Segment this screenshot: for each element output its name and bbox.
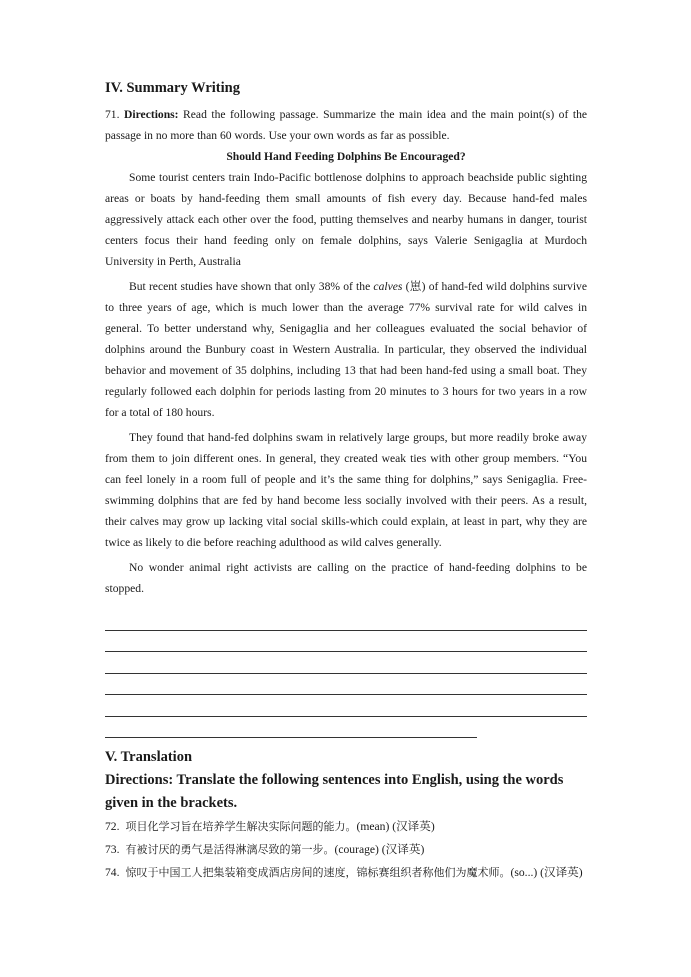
question-number: 71. <box>105 108 120 121</box>
section-heading-translation: V. Translation <box>105 749 193 765</box>
translation-directions: Directions: Translate the following sentences into English, using the words given in the brackets. <box>105 772 564 811</box>
item-hint: (mean) (汉译英) <box>356 820 435 833</box>
translation-item-73 <box>105 838 587 861</box>
answer-lines[interactable] <box>105 609 587 738</box>
item-sentence: 项目化学习旨在培养学生解决实际问题的能力。 <box>125 820 357 833</box>
passage-paragraph-3: They found that hand-fed dolphins swam in relatively large groups, but more readily broke away from them to join different ones. In general, they created weak ties with other group members. “You can feel lonely in a room full of people and it’s the same thing for dolphins,” says Senigaglia. Free-swimming dolphins that are fed by hand become less socially involved with their peers. As a result, their calves may grow up lacking vital social skills-which could explain, at least in part, why they are twice as likely to die before reaching adulthood as wild calves generally. <box>105 431 587 549</box>
item-hint: (so...) (汉译英) <box>510 866 583 879</box>
item-sentence: 有被讨厌的勇气是活得淋漓尽致的第一步。 <box>125 843 335 856</box>
item-sentence: 惊叹于中国工人把集装箱变成酒店房间的速度，锦标赛组织者称他们为魔术师。 <box>125 866 511 879</box>
translation-item-74 <box>105 861 587 884</box>
answer-line[interactable] <box>105 652 587 674</box>
word-calves: calves <box>373 280 403 293</box>
answer-line[interactable] <box>105 609 587 631</box>
translation-item-72 <box>105 815 587 838</box>
answer-line[interactable] <box>105 717 477 739</box>
worksheet-page <box>105 78 587 884</box>
item-number: 74. <box>105 866 120 879</box>
answer-line[interactable] <box>105 674 587 696</box>
answer-line[interactable] <box>105 631 587 653</box>
directions-text: Read the following passage. Summarize the main idea and the main point(s) of the passage in no more than 60 words. Use your own words as far as possible. <box>105 108 588 142</box>
item-number: 72. <box>105 820 120 833</box>
section-heading-summary: IV. Summary Writing <box>105 80 240 96</box>
passage-paragraph-2 <box>105 276 587 423</box>
item-hint: (courage) (汉译英) <box>334 843 425 856</box>
p2-text-b: of hand-fed wild dolphins survive to three years of age, which is much lower than the average 77% survival rate for wild calves in general. To better understand why, Senigaglia and her colleagues evaluated the social behavior of dolphins around the Bunbury coast in Western Australia. In particular, they observed the individual behavior and movement of 35 dolphins, including 13 that had been hand-fed using a small boat. They regularly followed each dolphin for periods lasting from 20 minutes to 3 hours for two years in a row for a total of 180 hours. <box>105 280 587 419</box>
passage-title: Should Hand Feeding Dolphins Be Encouraged? <box>226 150 466 163</box>
passage-paragraph-1: Some tourist centers train Indo-Pacific bottlenose dolphins to approach beachside public sighting areas or boats by hand-feeding them small amounts of fish every day. Because hand-fed males aggressively attack each other over the food, putting themselves and nearby humans in danger, tourist centers focus their hand feeding only on female dolphins, says Valerie Senigaglia at Murdoch University in Perth, Australia <box>105 171 587 268</box>
p2-gloss: (崽) <box>402 280 429 293</box>
p2-text-a: But recent studies have shown that only 38% of the <box>129 280 374 293</box>
answer-line[interactable] <box>105 695 587 717</box>
item-number: 73. <box>105 843 120 856</box>
directions-label: Directions: <box>124 108 179 121</box>
directions-71 <box>105 104 587 146</box>
passage-paragraph-4: No wonder animal right activists are calling on the practice of hand-feeding dolphins to be stopped. <box>105 561 587 595</box>
